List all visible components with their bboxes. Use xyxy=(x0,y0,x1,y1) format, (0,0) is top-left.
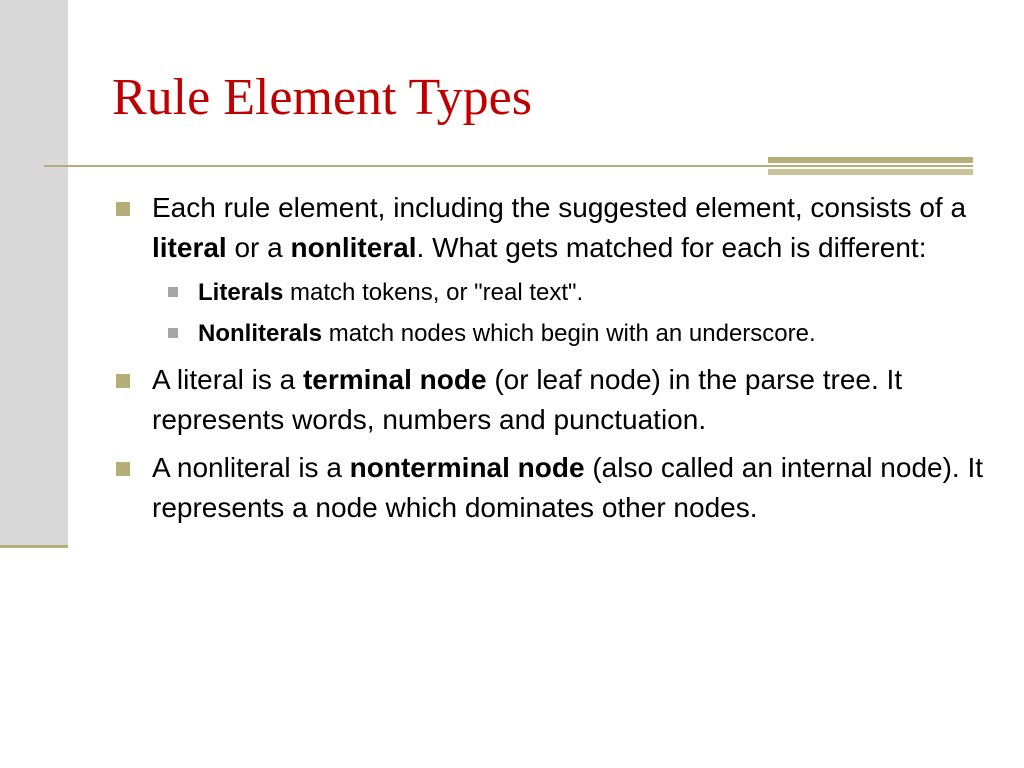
bold-term-nonliteral: nonliteral xyxy=(290,232,417,263)
sub-bullet-literals xyxy=(116,276,986,309)
square-sub-bullet-icon xyxy=(168,287,178,297)
bold-term-literals: Literals xyxy=(198,279,284,306)
square-bullet-icon xyxy=(116,202,130,216)
square-sub-bullet-icon xyxy=(168,328,178,338)
sub-bullet-list xyxy=(116,276,986,350)
slide-body xyxy=(116,188,986,532)
left-decor-underline xyxy=(0,545,68,548)
bullet-text: . What gets matched for each is different: xyxy=(416,232,927,263)
square-bullet-icon xyxy=(116,374,130,388)
sub-bullet-nonliterals xyxy=(116,317,986,350)
bullet-literal-definition xyxy=(116,360,986,440)
left-decor-bar xyxy=(0,0,68,545)
sub-bullet-text: match nodes which begin with an underscore. xyxy=(322,320,816,347)
bullet-text: or a xyxy=(226,232,291,263)
bold-term-nonliterals: Nonliterals xyxy=(198,320,323,347)
title-divider-accent-bottom xyxy=(768,169,973,175)
bold-term-nonterminal-node: nonterminal node xyxy=(349,452,585,483)
bold-term-terminal-node: terminal node xyxy=(302,364,487,395)
title-divider-accent-top xyxy=(768,157,973,163)
title-divider-line xyxy=(44,165,973,167)
bullet-rule-elements xyxy=(116,188,986,268)
slide-title: Rule Element Types xyxy=(112,69,532,126)
sub-bullet-text: match tokens, or "real text". xyxy=(283,279,584,306)
square-bullet-icon xyxy=(116,462,130,476)
bullet-text: (or leaf node) in the parse tree. It represents words, numbers and punctuation. xyxy=(152,364,903,435)
bullet-text: A literal is a xyxy=(152,364,303,395)
bullet-text: (also called an internal node). It represents a node which dominates other nodes. xyxy=(152,452,984,523)
bullet-nonliteral-definition xyxy=(116,448,986,528)
bullet-text: A nonliteral is a xyxy=(152,452,350,483)
bullet-text: Each rule element, including the suggested element, consists of a xyxy=(152,192,967,223)
bold-term-literal: literal xyxy=(152,232,227,263)
